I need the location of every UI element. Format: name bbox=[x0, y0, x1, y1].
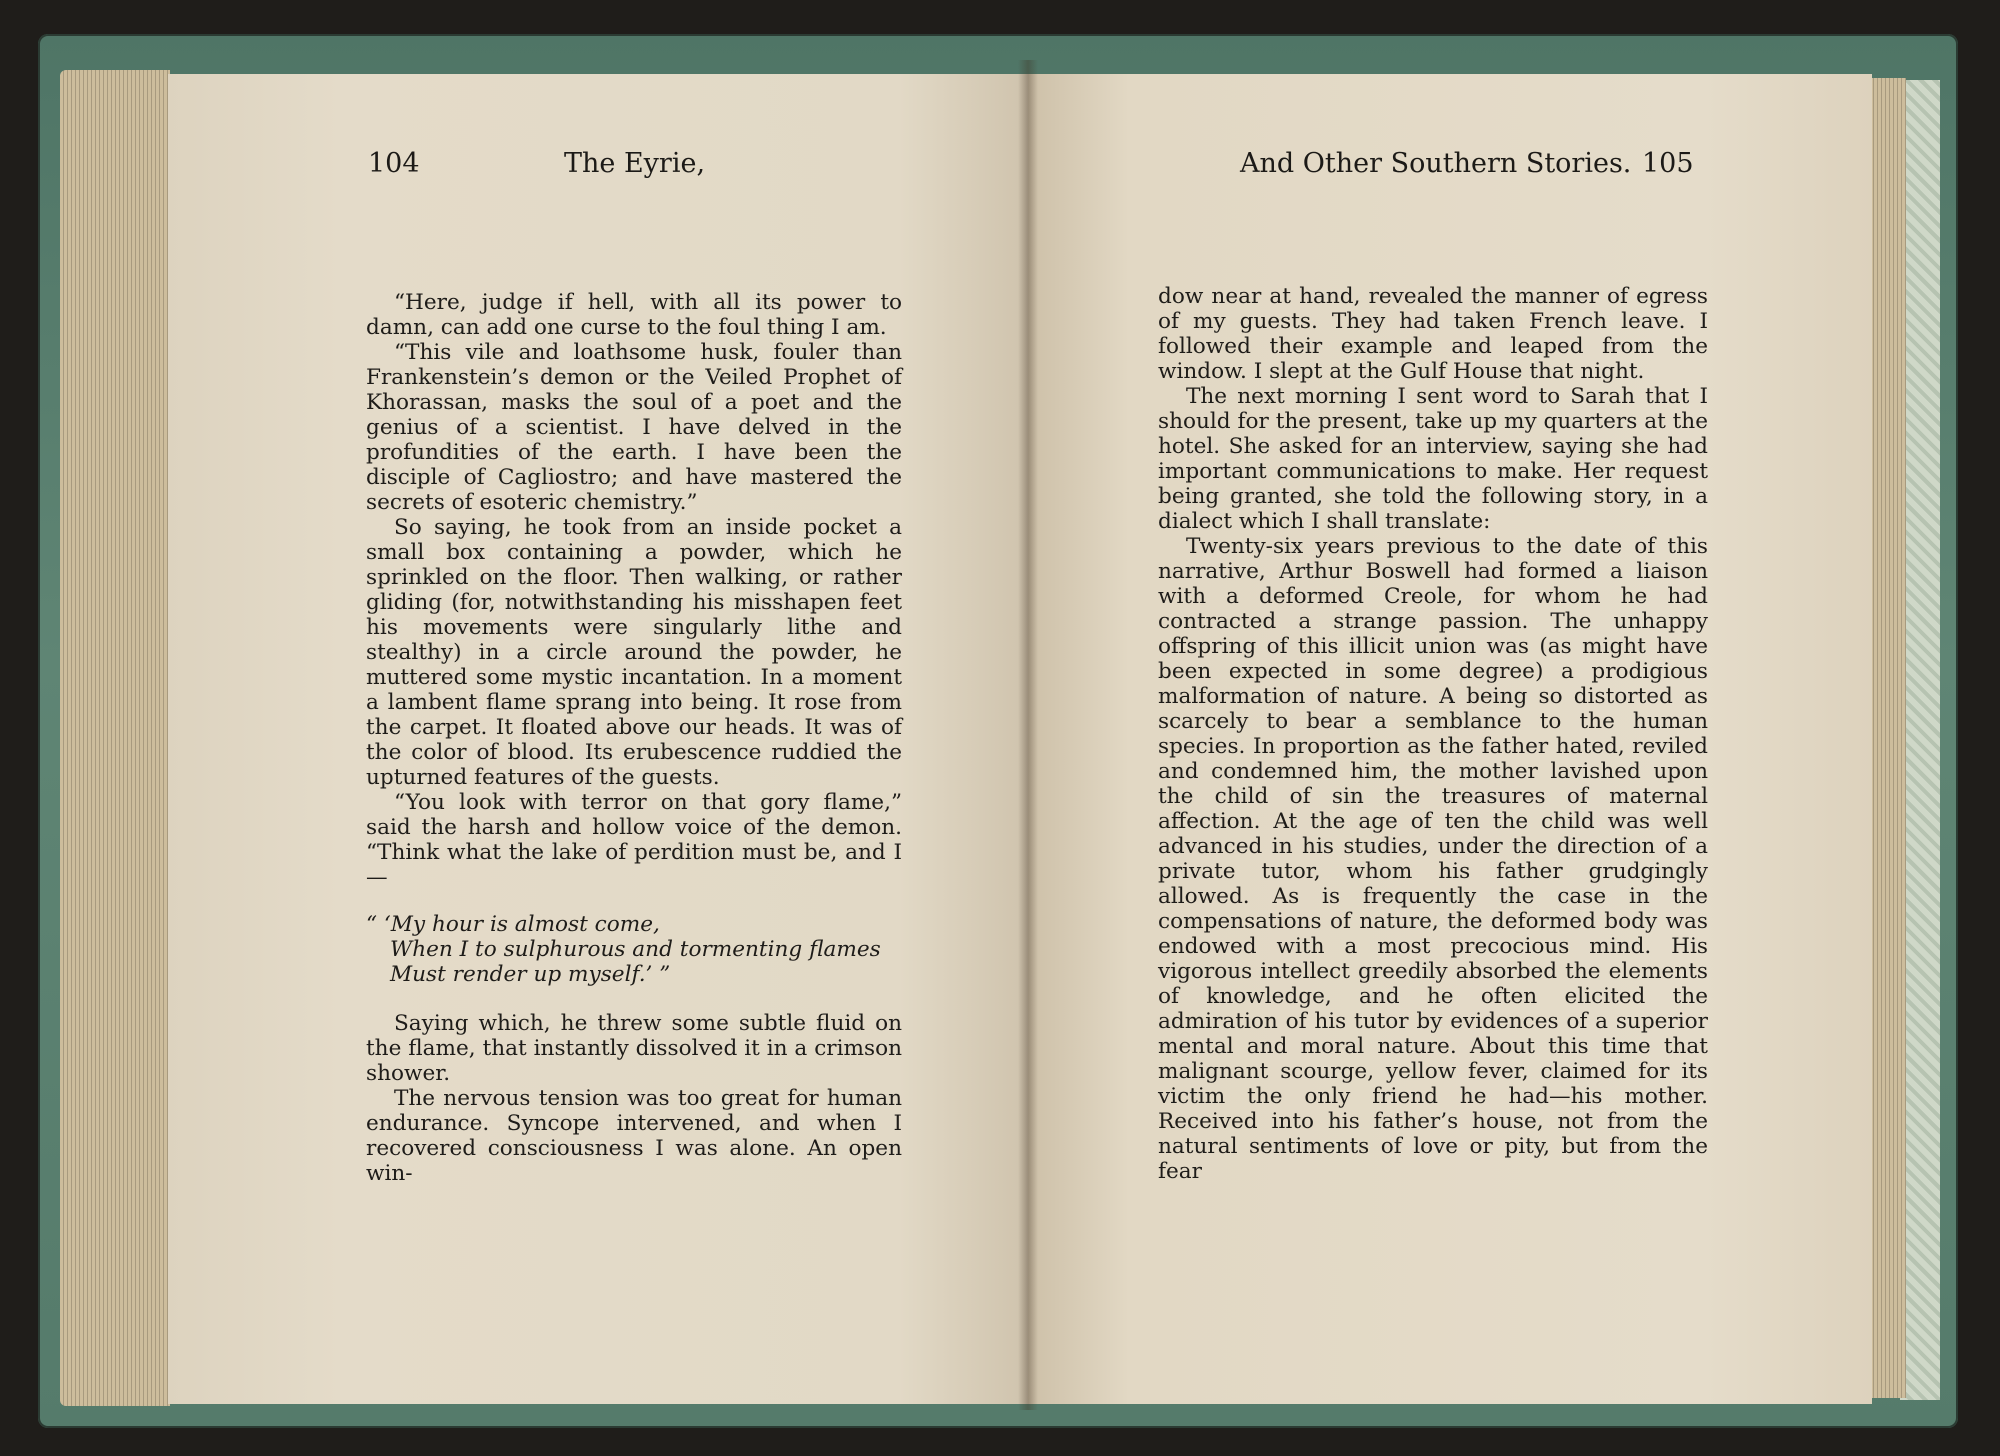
endpaper-pattern bbox=[1900, 80, 1940, 1400]
right-running-title: And Other Southern Stories. bbox=[1240, 148, 1632, 179]
left-running-title: The Eyrie, bbox=[564, 148, 706, 179]
right-running-head bbox=[1240, 148, 1700, 188]
left-paragraph: “This vile and loathsome husk, fouler than Frankenstein’s demon or the Veiled Prophet of Khorassan, masks the soul of a poet and the genius of a scientist. I have delved in the profundities of the earth. I have been the disciple of Cagliostro; and have mastered the secrets of esoteric chemistry.” bbox=[366, 340, 902, 515]
left-page-text bbox=[366, 290, 902, 1186]
page-edges-right bbox=[1870, 78, 1906, 1398]
verse-quote bbox=[366, 912, 902, 987]
left-paragraph: Saying which, he threw some subtle fluid on the flame, that instantly dissolved it in a crimson shower. bbox=[366, 1011, 902, 1086]
book-gutter bbox=[1018, 60, 1038, 1410]
right-page-number: 105 bbox=[1642, 148, 1694, 179]
left-paragraph: So saying, he took from an inside pocket a small box containing a powder, which he sprinkled on the floor. Then walking, or rather gliding (for, notwithstanding his misshapen feet his movements were singularly lithe and stealthy) in a circle around the powder, he muttered some mystic incantation. In a moment a lambent flame sprang into being. It rose from the carpet. It floated above our heads. It was of the color of blood. Its erubescence ruddied the upturned features of the guests. bbox=[366, 515, 902, 790]
left-paragraph: “Here, judge if hell, with all its power to damn, can add one curse to the foul thing I am. bbox=[366, 290, 902, 340]
verse-line: “ ‘My hour is almost come, bbox=[366, 912, 660, 937]
left-page-number: 104 bbox=[368, 148, 420, 179]
page-edges-left bbox=[60, 70, 170, 1406]
left-running-head bbox=[368, 148, 908, 188]
verse-line: When I to sulphurous and tormenting flames bbox=[390, 937, 881, 962]
left-paragraph: The nervous tension was too great for human endurance. Syncope intervened, and when I recovered consciousness I was alone. An open win- bbox=[366, 1086, 902, 1186]
left-paragraph: “You look with terror on that gory flame,” said the harsh and hollow voice of the demon. “Think what the lake of perdition must be, and I— bbox=[366, 790, 902, 890]
right-continuation: dow near at hand, revealed the manner of egress of my guests. They had taken French leave. I followed their example and leaped from the window. I slept at the Gulf House that night. bbox=[1158, 284, 1708, 384]
right-paragraph: The next morning I sent word to Sarah that I should for the present, take up my quarters at the hotel. She asked for an interview, saying she had important communications to make. Her request being granted, she told the following story, in a dialect which I shall translate: bbox=[1158, 384, 1708, 534]
right-paragraph: Twenty-six years previous to the date of this narrative, Arthur Boswell had formed a liaison with a deformed Creole, for whom he had contracted a strange passion. The unhappy offspring of this illicit union was (as might have been expected in some degree) a prodigious malformation of nature. A being so distorted as scarcely to bear a semblance to the human species. In proportion as the father hated, reviled and condemned him, the mother lavished upon the child of sin the treasures of maternal affection. At the age of ten the child was well advanced in his studies, under the direction of a private tutor, whom his father grudgingly allowed. As is frequently the case in the compensations of nature, the deformed body was endowed with a most precocious mind. His vigorous intellect greedily absorbed the elements of knowledge, and he often elicited the admiration of his tutor by evidences of a superior mental and moral nature. About this time that malignant scourge, yellow fever, claimed for its victim the only friend he had—his mother. Received into his father’s house, not from the natural sentiments of love or pity, but from the fear bbox=[1158, 534, 1708, 1184]
right-page-text bbox=[1158, 284, 1708, 1184]
verse-line: Must render up myself.’ ” bbox=[390, 962, 671, 987]
